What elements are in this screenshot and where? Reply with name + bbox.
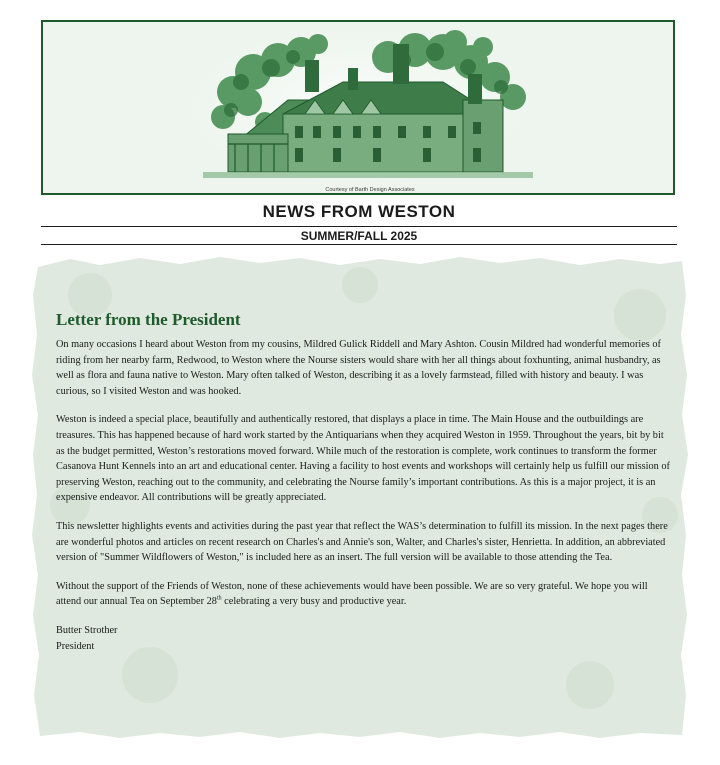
closing-text-end: celebrating a very busy and productive year.: [221, 596, 407, 608]
date-ordinal-suffix: th: [216, 595, 222, 602]
newsletter-title: NEWS FROM WESTON: [262, 202, 456, 221]
image-credit: Courtesy of Barth Design Associates: [325, 187, 415, 193]
title-divider: [41, 226, 677, 227]
signature-name: Butter Strother: [56, 624, 118, 636]
letter-paragraph-4: [56, 579, 672, 610]
closing-text-start: Without the support of the Friends of Weston, none of these achievements would have been possible. We are so very grateful. We hope you will attend our annual Tea on September 28: [56, 580, 648, 608]
president-letter: [56, 310, 672, 654]
header-banner: [41, 20, 675, 195]
letter-paragraph-3: This newsletter highlights events and activities during the past year that reflect the WAS’s determination to fulfill its mission. In the next pages there are wonderful photos and articles on recent research on Charles's and Annie's son, Walter, and Charles's sister, Henrietta. In addition, an abbreviated version of "Summer Wildflowers of Weston," is included here as an insert. The full version will be available to those attending the Tea.: [56, 520, 668, 564]
letter-paragraph-1: On many occasions I heard about Weston from my cousins, Mildred Gulick Riddell and Mary Ashton. Cousin Mildred had wonderful memories of riding from her nearby farm, Redwood, to Weston where the Nourse sisters would share with her all things about foxhunting, animal husbandry, as well as flora and fauna native to Weston. Mary often talked of Weston, describing it as a lovely farmstead, filled with history and beauty. I was curious, so I visited Weston and was hooked.: [56, 339, 661, 397]
subtitle-divider: [41, 244, 677, 245]
newsletter-subtitle: SUMMER/FALL 2025: [300, 229, 418, 243]
house-illustration: [43, 22, 673, 193]
signature-title: President: [56, 640, 95, 652]
letter-heading: Letter from the President: [56, 310, 241, 329]
letter-paragraph-2: Weston is indeed a special place, beautifully and authentically restored, that displays a place in time. The Main House and the outbuildings are treasures. This has happened because of hard work started by the Antiquarians when they acquired Weston in 1959. Throughout the years, bit by bit as the budget permitted, Weston’s restorations moved forward. While much of the restoration is complete, work continues to transform the former Casanova Hunt Kennels into an art and educational center. Having a facility to host events and workshops will certainly help us fulfill our mission of preserving Weston, reaching out to the community, and celebrating the Nourse family’s important contributions. As this is a major project, it is an expensive endeavor. All contributions will be greatly appreciated.: [56, 414, 670, 504]
